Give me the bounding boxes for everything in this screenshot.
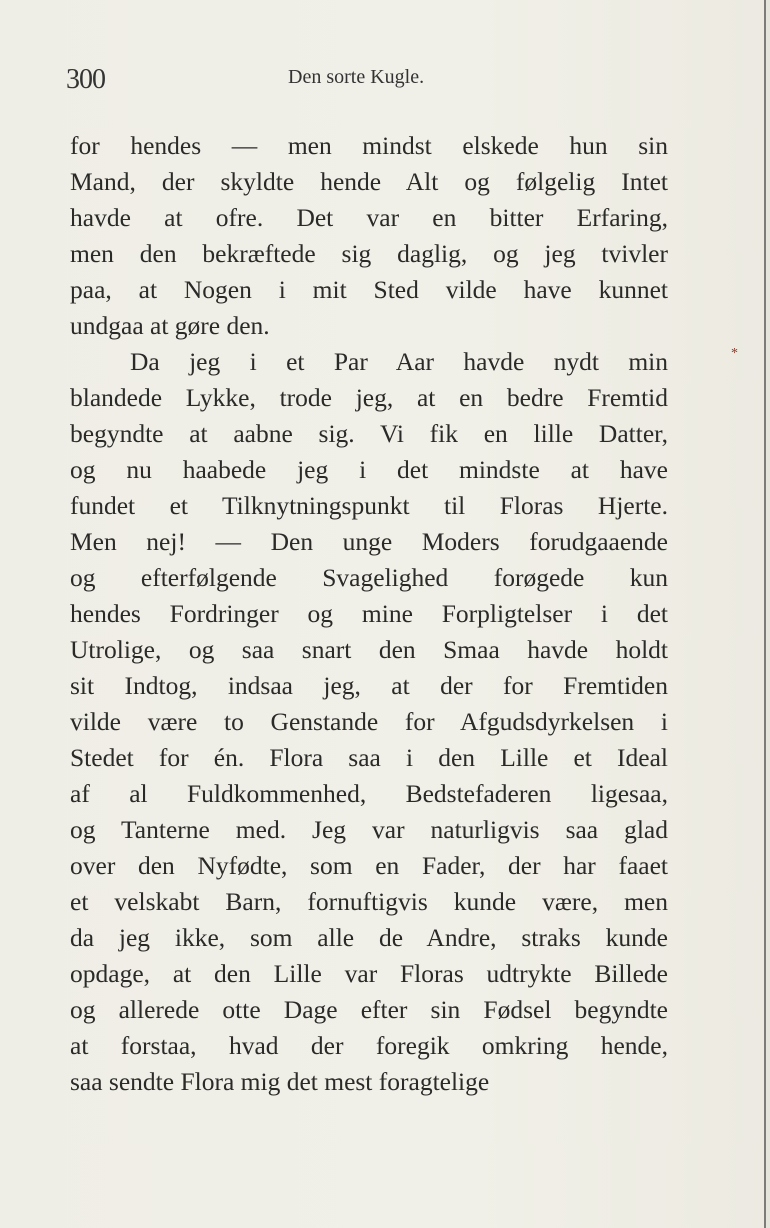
text-line: saa sendte Flora mig det mest foragtelige (70, 1067, 490, 1096)
text-line: Men nej! — Den unge Moders forudgaaende (70, 527, 668, 556)
text-line: Stedet for én. Flora saa i den Lille et Ideal (70, 743, 668, 772)
text-line: og nu haabede jeg i det mindste at have (70, 455, 668, 484)
text-line: undgaa at gøre den. (70, 311, 270, 340)
page-number: 300 (66, 64, 105, 95)
text-line: Mand, der skyldte hende Alt og følgelig Intet (70, 167, 668, 196)
text-line: og allerede otte Dage efter sin Fødsel begyndte (70, 995, 668, 1024)
text-line: opdage, at den Lille var Floras udtrykte Billede (70, 959, 668, 988)
text-line: og Tanterne med. Jeg var naturligvis saa glad (70, 815, 668, 844)
text-line: hendes Fordringer og mine Forpligtelser i det (70, 599, 668, 628)
text-line: havde at ofre. Det var en bitter Erfaring, (70, 203, 668, 232)
text-line: Utrolige, og saa snart den Smaa havde holdt (70, 635, 668, 664)
text-line: over den Nyfødte, som en Fader, der har faaet (70, 851, 668, 880)
text-line: begyndte at aabne sig. Vi fik en lille Datter, (70, 419, 668, 448)
text-line: men den bekræftede sig daglig, og jeg tvivler (70, 239, 668, 268)
text-line: Da jeg i et Par Aar havde nydt min (130, 347, 668, 376)
text-line: at forstaa, hvad der foregik omkring hende, (70, 1031, 668, 1060)
text-line: vilde være to Genstande for Afgudsdyrkelsen i (70, 707, 668, 736)
page-edge-shadow (766, 0, 770, 1228)
page-edge-line (764, 0, 766, 1228)
text-line: sit Indtog, indsaa jeg, at der for Fremtiden (70, 671, 668, 700)
running-head: Den sorte Kugle. (288, 66, 425, 88)
text-line: fundet et Tilknytningspunkt til Floras Hjerte. (70, 491, 668, 520)
text-line: da jeg ikke, som alle de Andre, straks kunde (70, 923, 668, 952)
body-text (70, 128, 668, 1100)
text-line: et velskabt Barn, fornuftigvis kunde være, men (70, 887, 668, 916)
text-line: af al Fuldkommenhed, Bedstefaderen ligesaa, (70, 779, 668, 808)
margin-mark: * (731, 346, 738, 361)
text-line: paa, at Nogen i mit Sted vilde have kunnet (70, 275, 668, 304)
text-line: blandede Lykke, trode jeg, at en bedre Fremtid (70, 383, 668, 412)
text-line: for hendes — men mindst elskede hun sin (70, 131, 668, 160)
text-line: og efterfølgende Svagelighed forøgede kun (70, 563, 668, 592)
